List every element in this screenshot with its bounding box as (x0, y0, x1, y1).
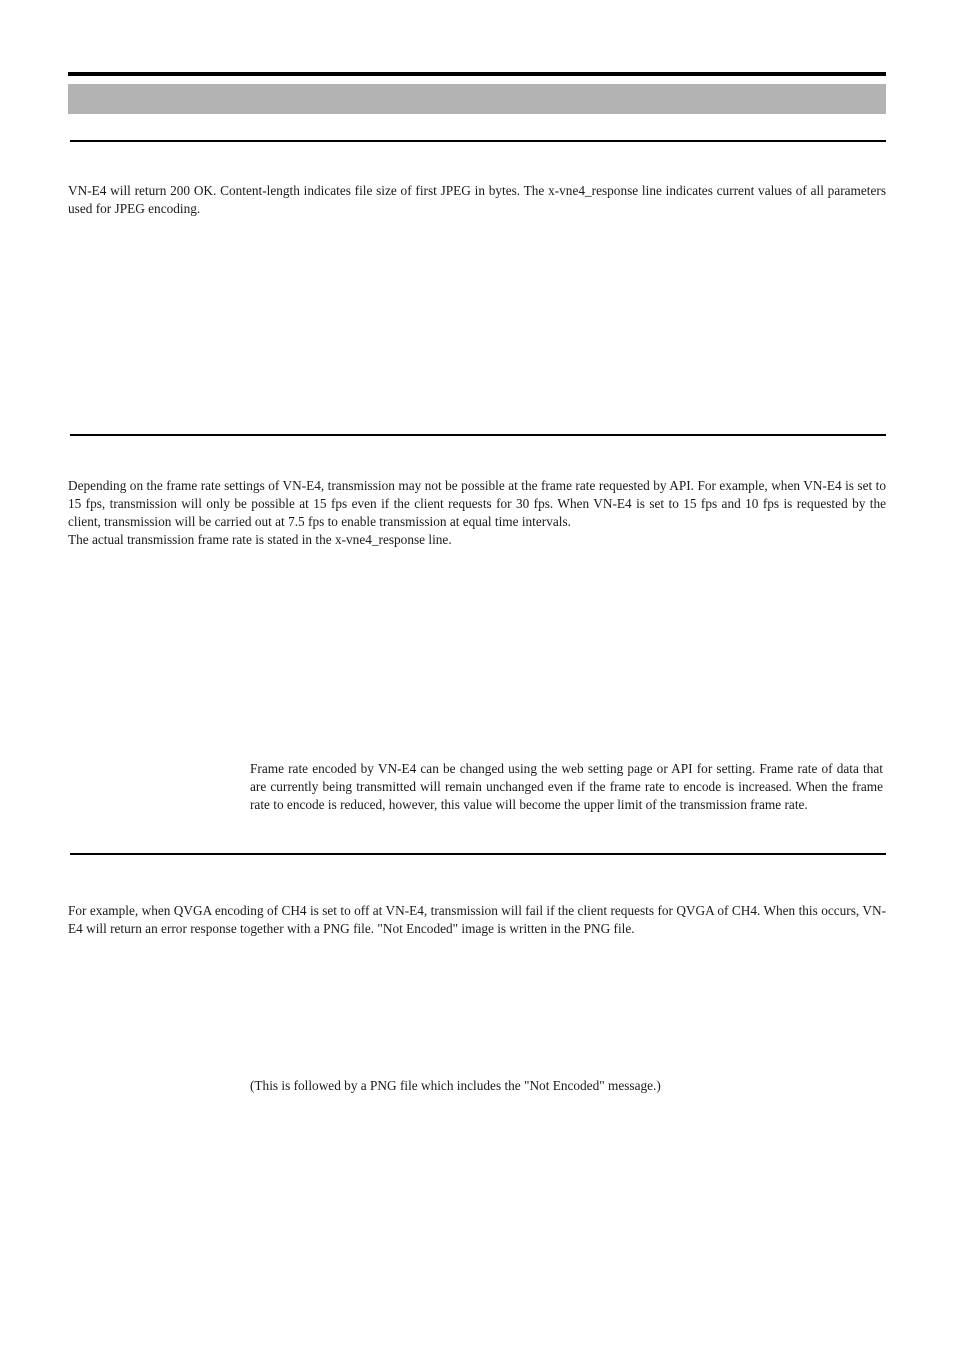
section2-paragraph (68, 477, 886, 549)
section1-paragraph: VN-E4 will return 200 OK. Content-length indicates file size of first JPEG in bytes. The x-vne4_response line indicates current values of all parameters used for JPEG encoding. (68, 183, 886, 216)
section2-paragraph-line2: The actual transmission frame rate is stated in the x-vne4_response line. (68, 532, 452, 547)
header-band (68, 84, 886, 114)
section-divider-2 (70, 434, 886, 436)
section3-note: (This is followed by a PNG file which includes the "Not Encoded" message.) (250, 1078, 661, 1093)
top-rule (68, 72, 886, 76)
section2-paragraph-line1: Depending on the frame rate settings of VN-E4, transmission may not be possible at the frame rate requested by API. For example, when VN-E4 is set to 15 fps, transmission will only be possible at 15 fps even if the client requests for 30 fps. When VN-E4 is set to 15 fps and 10 fps is requested by the client, transmission will be carried out at 7.5 fps to enable transmission at equal time intervals. (68, 478, 886, 529)
section3-paragraph: For example, when QVGA encoding of CH4 is set to off at VN-E4, transmission will fail if the client requests for QVGA of CH4. When this occurs, VN-E4 will return an error response together with a PNG file. "Not Encoded" image is written in the PNG file. (68, 903, 886, 936)
section2-note: Frame rate encoded by VN-E4 can be changed using the web setting page or API for setting. Frame rate of data that are currently being transmitted will remain unchanged even if the frame rate to encode is increased. When the frame rate to encode is reduced, however, this value will become the upper limit of the transmission frame rate. (250, 761, 883, 812)
section-divider-3 (70, 853, 886, 855)
section-divider-1 (70, 140, 886, 142)
